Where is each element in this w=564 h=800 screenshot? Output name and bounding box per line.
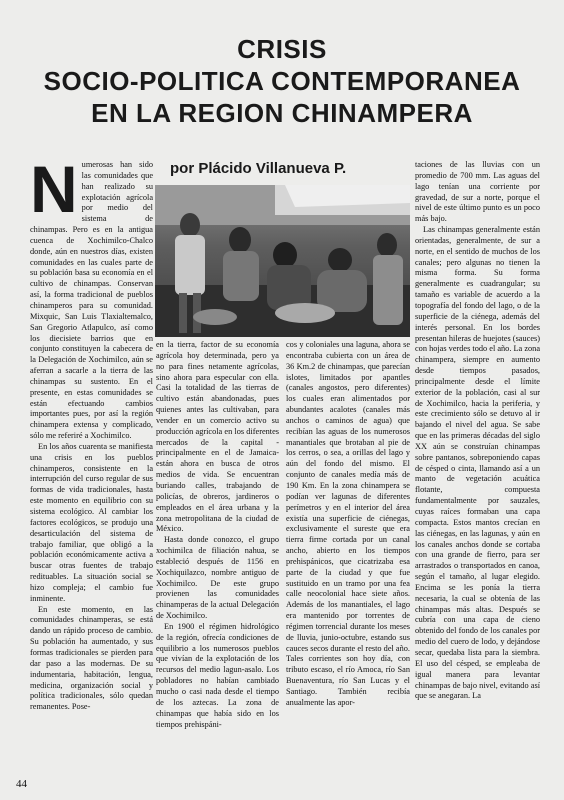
page-number: 44 [16,778,27,790]
col3-paragraph-1: cos y coloniales una laguna, ahora se encontraba cubierta con un área de 36 Km.2 de chinampas, que parecían islotes, limitados por apantles (canales angostos, pero diferentes) los cuales eran alimentados por abundantes acalotes (canales más anchos o caminos de agua) que recibían las aguas de los numerosos manantiales que brotaban al pie de los cerros, o sea, a orillas del lago y aún del fondo del mismo. El conjunto de canales medía más de 190 Km. En la zona chinampera se podían ver lagunas de diferentes perímetros y en el interior del área existía una superficie de ciénegas, exclusivamente el sureste que era tierra firme cortada por un canal ancho, abierto en los tiempos prehispánicos, que cicatrizaba esa parte de la ciudad y que fue sustituido en un tramo por una fea calle neocolonial hace siete años. Además de los manantiales, el lago era mantenido por torrentes de régimen torrencial durante los meses de lluvia, junio-octubre, estando sus cauces secos durante el resto del año. Tales corrientes son hoy día, con tributo escaso, el río Amoca, río San Buenaventura, río San Lucas y el Santiago. También recibía anualmente las apor- [286,340,410,707]
article-column-1 [30,152,153,713]
article-title-line-2: SOCIO-POLITICA CONTEMPORANEA [43,66,521,96]
article-column-2 [156,340,279,730]
col2-paragraph-2: Hasta donde conozco, el grupo xochimilca de filiación nahua, se estableció después de 1156 en Xochiquilazco, nombre antiguo de Xochimilco. De este grupo provienen las comunidades chinamperas de la actual Delegación de Xochimilco. [156,535,279,621]
col4-paragraph-2: Las chinampas generalmente están orientadas, generalmente, de sur a norte, en el sentido de muchos de los canales; pero algunas no tienen la misma forma. Su forma generalmente es cuadrangular; su tamaño es variable de acuerdo a la topografía del fondo del lago, o de la superficie de la ciénega, además del interés personal. En los bordes presentan hileras de huejotes (sauces) con hojas verdes todo el año. La zona chinampera, siempre en aumento desde tiempos pasados, principalmente desde el límite exterior de la población, casi al sur de Xochimilco, hacia la periferia, y este crecimiento sólo se detuvo al ir bajando el nivel del agua. Se sabe que en las primeras décadas del siglo XX aún se construían chinampas sobre pantanos, sobreponiendo capas de césped o cinta, llamando así a un manto de vegetación acuática flotante, compuesta fundamentalmente por sauzales, cuyas raíces formaban una capa compacta. Estos mantos crecían en las ciénegas, en las lagunas, y aún en los canales anchos donde se cortaba con una grande de fierro, para ser arrastrados o transportados en canoa, según el tamaño, al lugar elegido. Encima se les ponía la tierra necesaria, la cual se obtenía de las chinampas más altas. Después se cubría con una capa de cieno obtenido del fondo de los canales por medio del cuero de lodo, y dejándose secar, quedaba lista para la siembra. El uso del césped, se empleaba de igual manera para levantar chinampas de bajo nivel, evitando así que se anegaran. La [415,225,540,701]
col2-paragraph-1: en la tierra, factor de su economía agrícola hoy determinada, pero ya no para fines netamente agrícolas, sino ahora para especular con ella. Casi la totalidad de las tierras de cultivo están abandonadas, pues quienes antes las cultivaban, para vender en un comercio activo su producción agrícola en los diferentes mercados de la capital -principalmente en el de Jamaica- están ahora en busca de otros medios de vida. Se encuentran buriando calles, trabajando de policías, de obreros, jardineros o empleados en el área urbana y la zona metropolitana de la ciudad de México. [156,340,279,534]
article-column-4 [415,160,540,702]
col4-paragraph-1: taciones de las lluvias con un promedio de 700 mm. Las aguas del lago tenían una corriente por gravedad, de sur a norte, porque el nivel de este último punto es un poco más bajo. [415,160,540,224]
article-column-3 [286,340,410,709]
drop-cap: N [30,152,78,226]
photo-illustration [155,185,410,337]
col1-paragraph-2: En los años cuarenta se manifiesta una crisis en los pueblos chinamperos, consistente en la interrupción del curso regular de sus formas de vida tradicionales, hasta este momento en equilibrio con su sistema ecológico. Al cambiar los factores ecológicos, se produjo una desarticulación del sistema de trabajo familiar, que obligó a la población económicamente activa a buscar otras fuentes de trabajo redituables. La situación social se hizo compleja; el cambio fue inminente. [30,441,153,603]
article-title-line-1: CRISIS [237,34,327,64]
market-scene-photo [155,185,410,337]
col1-paragraph-3: En este momento, en las comunidades chinamperas, se está dando un rápido proceso de cambio. Su población ha aumentado, y sus formas tradicionales se pierden para dar paso a las modernas. De su indumentaria, habitación, lengua, medicina, organización social y política tradicionales, sólo quedan remanentes. Pose- [30,604,153,712]
col1-paragraph-1: umerosas han sido las comunidades que han realizado su explotación agrícola por medio del sistema de chinampas. Pero es en la antigua cuenca de Xochimilco-Chalco donde, aún en nuestros días, existen comunidades en las cuales parte de su población basa su economía en el cultivo de chinampas. Conservan así, la forma tradicional de pueblos chinamperos para su comunidad. Mixquic, San Luis Tlaxialtemalco, San Gregorio Atlapulco, así como los diecisiete barrios que en conjunto constituyen la cabecera de la Delegación de Xochimilco, aún se aferran a sacarle a la tierra de las chinampas su sustento. En el presente, en estas comunidades se están efectuando cambios importantes pues, por así la región chinampera extensa y complicado, sólo me referiré a Xochimilco. [30,160,153,441]
article-title-line-3: EN LA REGION CHINAMPERA [91,98,473,128]
author-byline: por Plácido Villanueva P. [170,160,347,177]
col2-paragraph-3: En 1900 el régimen hidrológico de la región, ofrecía condiciones de equilibrio a los numerosos pueblos que vivían de la explotación de los recursos del medio lagun-asalo. Los pobladores no habían cambiado mucho o casi nada desde el tiempo de los aztecas. La zona de chinampas que había sido en los tiempos prehispáni- [156,621,279,729]
